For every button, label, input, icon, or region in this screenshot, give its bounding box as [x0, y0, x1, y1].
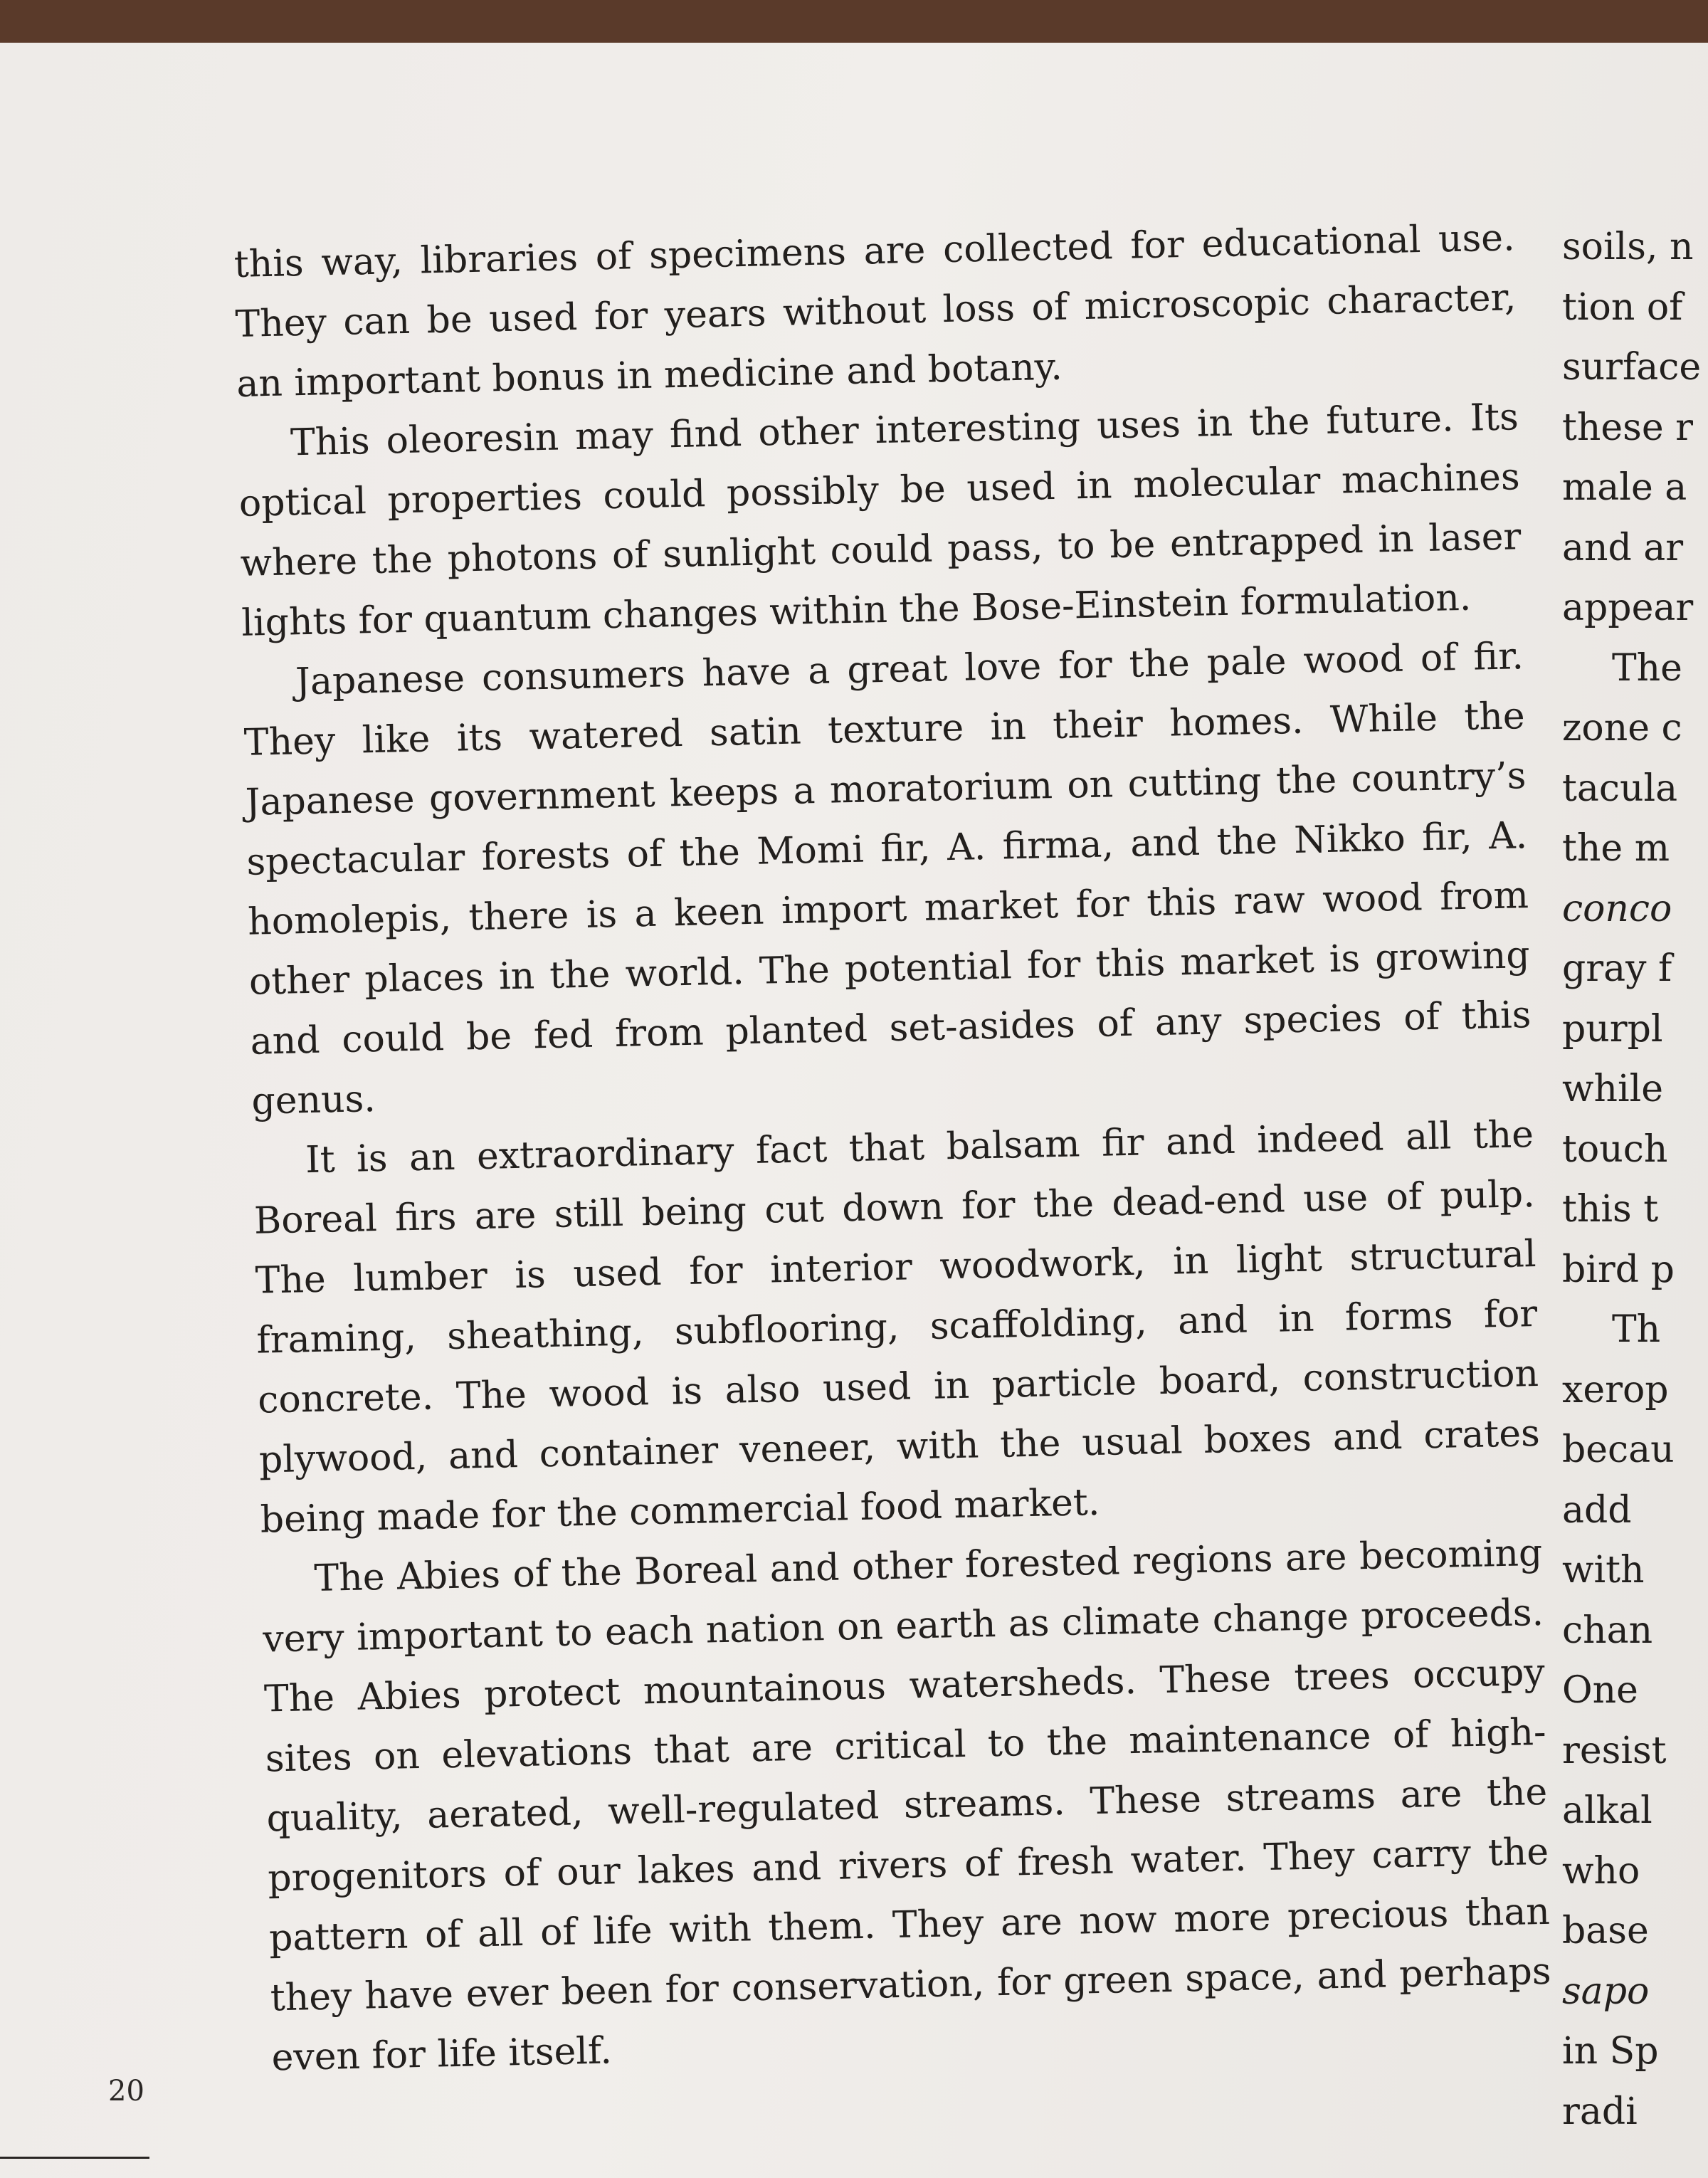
right-line: touch	[1562, 1127, 1668, 1171]
right-line: this t	[1562, 1188, 1659, 1231]
right-line: in Sp	[1562, 2030, 1659, 2073]
right-line: xerop	[1562, 1368, 1669, 1411]
right-line: appear	[1562, 586, 1694, 629]
right-line: surface	[1562, 346, 1702, 389]
right-line: The	[1612, 646, 1682, 690]
paragraph-3: Japanese consumers have a great love for the pale wood of fir. They like its watered satin texture in their homes. While the Japanese government keeps a moratorium on cutting the country’s spectacular forests of the Momi fir, A. firma, and the Nikko fir, A. homolepis, there is a keen import market for this raw wood from other places in the world. The potential for this market is growing and could be fed from planted set-asides of any species of this genus.	[243, 635, 1532, 1123]
paragraph-5: The Abies of the Boreal and other forested regions are becoming very important to each nation on earth as climate change proceeds. The Abies protect mountainous watersheds. These trees occupy sites on elevations that are critical to the maintenance of high-quality, aerated, well-regulated streams. These streams are the progenitors of our lakes and rivers of fresh water. They carry the pattern of all of life with them. They are now more precious than they have ever been for conservation, for green space, and perhaps even for life itself.	[262, 1531, 1552, 2080]
book-page	[0, 43, 1708, 2178]
right-line: radi	[1562, 2090, 1638, 2133]
page-number: 20	[108, 2075, 144, 2108]
right-line: resist	[1562, 1729, 1667, 1772]
right-text-column-fragment	[1562, 217, 1708, 2142]
right-line: soils, n	[1562, 226, 1694, 268]
paragraph-1: this way, libraries of specimens are collected for educational use. They can be used for years without loss of microscopic character, an important bonus in medicine and botany.	[233, 216, 1517, 406]
right-line: Th	[1612, 1308, 1661, 1351]
right-line: these r	[1562, 406, 1694, 449]
right-line: zone c	[1562, 707, 1682, 749]
right-line: male a	[1562, 466, 1687, 509]
right-line: becau	[1562, 1429, 1675, 1471]
right-line: base	[1562, 1910, 1649, 1952]
right-line: sapo	[1562, 1969, 1650, 2013]
right-line: with	[1562, 1549, 1645, 1592]
right-line: conco	[1562, 887, 1672, 930]
right-line: tion of	[1562, 285, 1683, 329]
right-line: gray f	[1562, 947, 1672, 990]
right-line: the m	[1562, 827, 1670, 870]
paragraph-4: It is an extraordinary fact that balsam fir and indeed all the Boreal firs are still being cut down for the dead-end use of pulp. The lumber is used for interior woodwork, in light structural framing, sheathing, subflooring, scaffolding, and in forms for concrete. The wood is also used in particle board, construction plywood, and container veneer, with the usual boxes and crates being made for the commercial food market.	[253, 1113, 1541, 1542]
paragraph-2: This oleoresin may find other interesting uses in the future. Its optical properties could possibly be used in molecular machines where the photons of sunlight could pass, to be entrapped in laser lights for quantum changes within the Bose-Einstein formulation.	[238, 396, 1522, 645]
right-line: purpl	[1562, 1007, 1663, 1051]
right-line: chan	[1562, 1609, 1653, 1652]
right-line: tacula	[1562, 767, 1678, 810]
right-line: who	[1562, 1849, 1640, 1893]
right-line: bird p	[1562, 1248, 1675, 1291]
left-text-column	[233, 208, 1553, 2088]
right-line: add	[1562, 1488, 1632, 1532]
right-line: alkal	[1562, 1789, 1652, 1832]
right-line: while	[1562, 1068, 1664, 1110]
footer-rule	[0, 2157, 149, 2159]
right-line: One	[1562, 1669, 1638, 1712]
right-line: and ar	[1562, 526, 1684, 569]
